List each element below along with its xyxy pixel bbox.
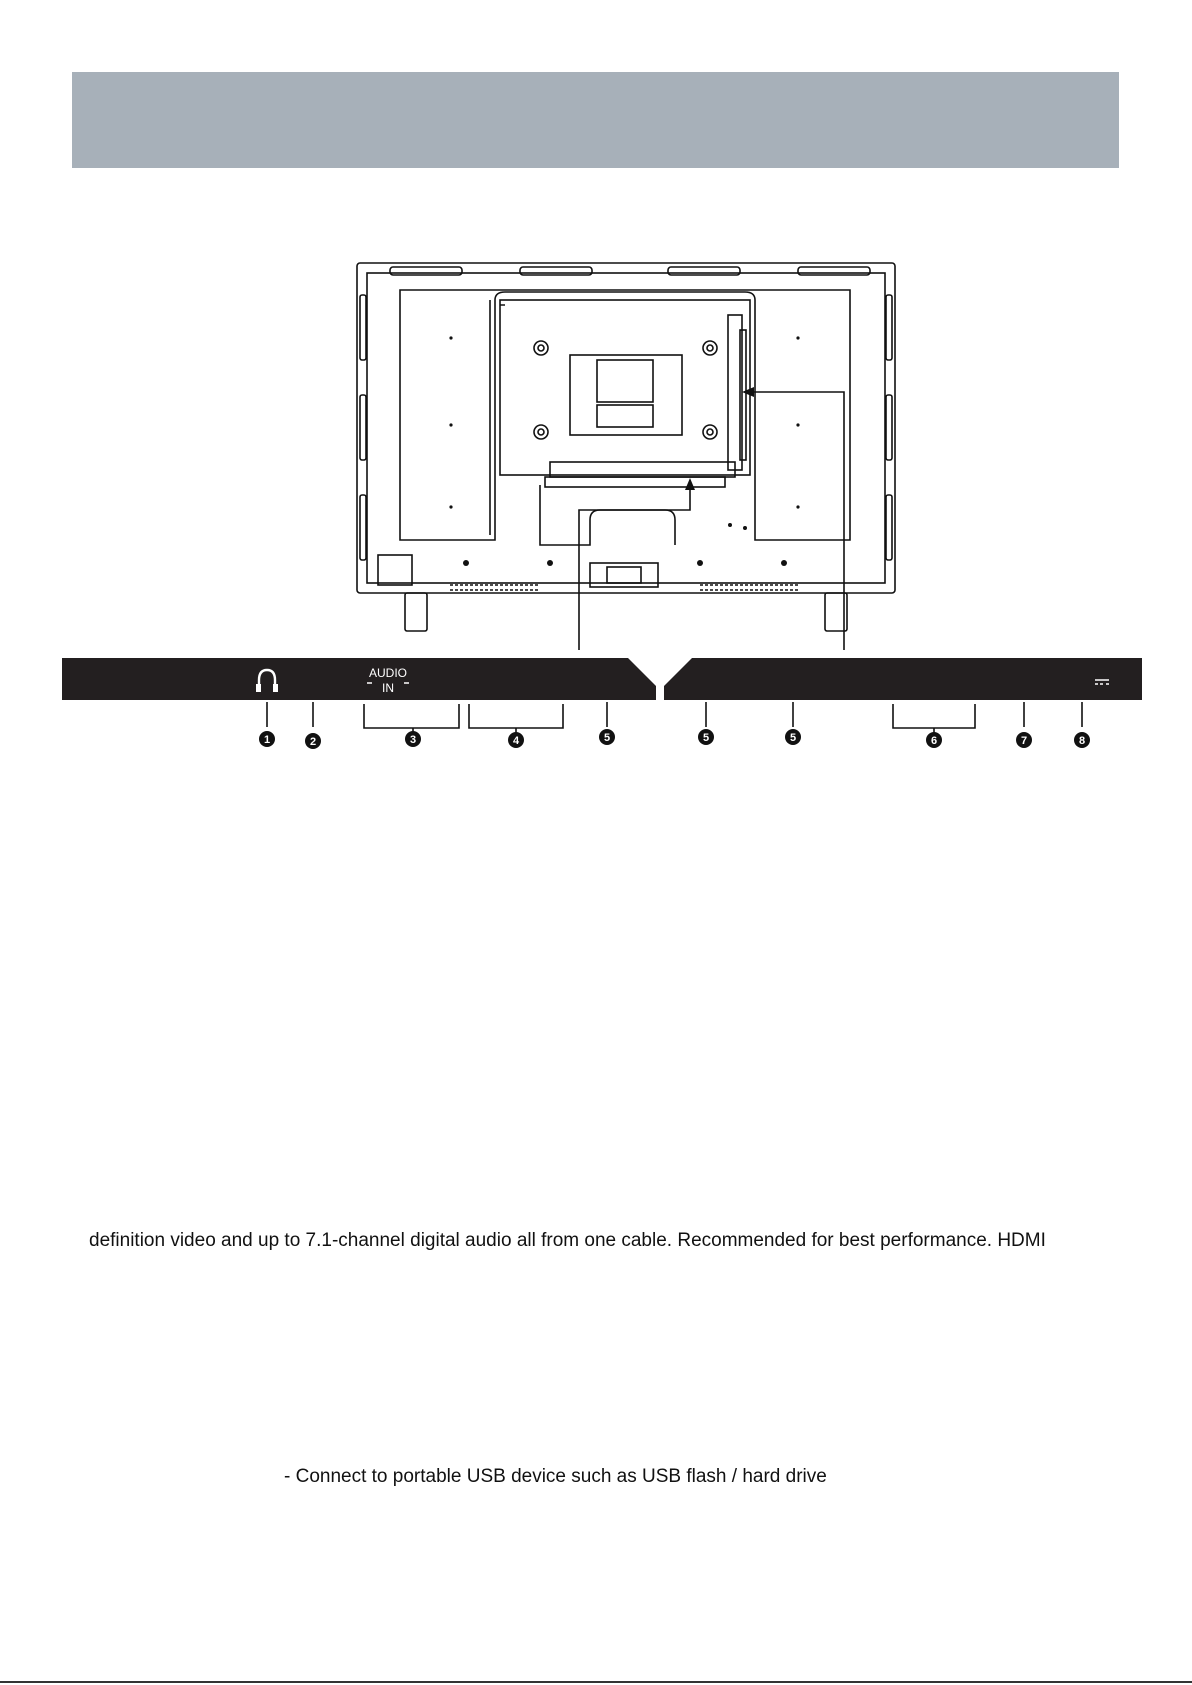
callout-7: 7 [1020,735,1028,747]
side-panel-bar [62,658,656,700]
usb-description-line: - Connect to portable USB device such as USB flash / hard drive [284,1466,827,1487]
screw-dots [449,336,799,566]
callout-5-b: 5 [702,732,710,744]
callout-2: 2 [309,736,317,748]
tv-back-illustration [357,263,895,631]
arrow-head-bottom [685,478,695,490]
callout-lines [267,702,1082,740]
callout-4: 4 [512,735,520,747]
callout-1: 1 [263,734,271,746]
callout-badges [259,729,1090,749]
audio-in-label-top: AUDIO [368,666,408,680]
leader-lines [579,392,844,650]
audio-in-label-bottom: IN [382,681,394,695]
callout-5-a: 5 [603,732,611,744]
hdmi-description-line: definition video and up to 7.1-channel digital audio all from one cable. Recommended for best performance. HDMI [89,1230,1046,1251]
callout-6: 6 [930,735,938,747]
footer-rule [0,1681,1192,1683]
callout-5-c: 5 [789,732,797,744]
callout-3: 3 [409,734,417,746]
tv-rear-panel-diagram [0,0,1192,780]
callout-8: 8 [1078,735,1086,747]
arrow-head-side [742,387,754,397]
bottom-panel-bar [664,658,1142,700]
